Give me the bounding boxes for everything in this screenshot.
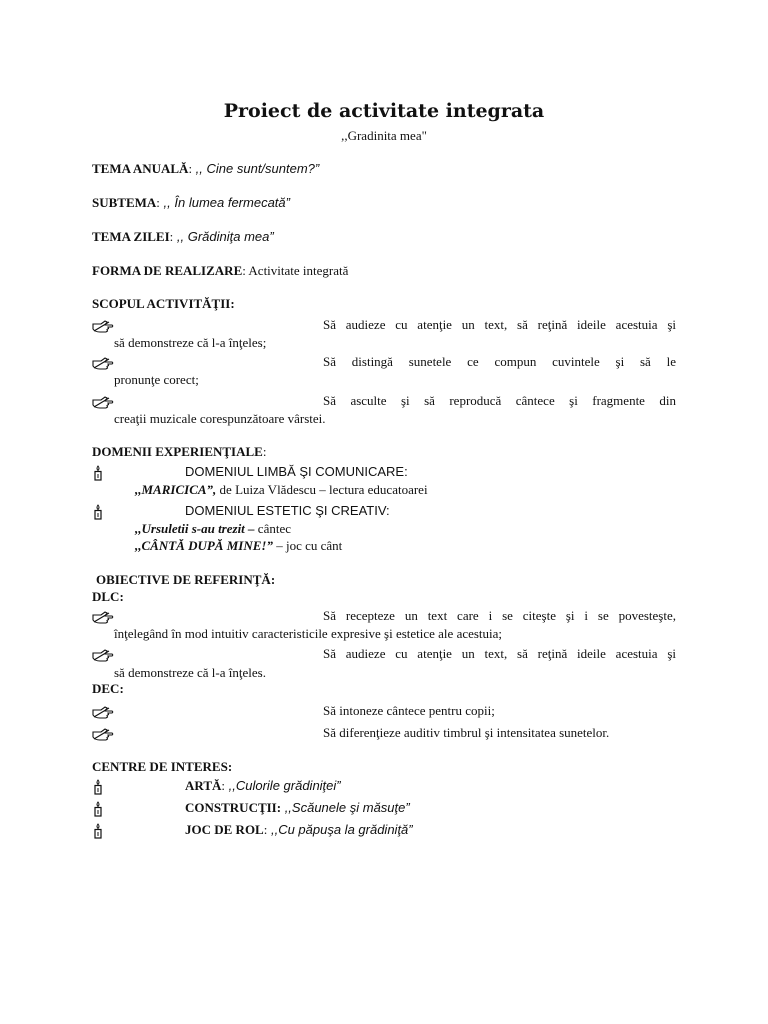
dlc-item-1-line1: Să recepteze un text care i se citeşte şi i se povesteşte, (323, 608, 676, 623)
scop-item-2-line2: pronunţe corect; (114, 372, 199, 387)
activity-title: ,,MARICICA”, (135, 482, 217, 497)
tema-zilei-value: ,, Grădiniţa mea” (173, 229, 274, 244)
centru-sep: : (221, 778, 226, 793)
activity-title: ,,CÂNTĂ DUPĂ MINE!” (135, 538, 273, 553)
scop-item-2-line1: Să distingă sunetele ce compun cuvintele şi să le (323, 354, 676, 369)
pointing-hand-icon (92, 395, 114, 409)
tema-anuala-label: TEMA ANUALĂ (92, 161, 189, 176)
page-title: Proiect de activitate integrata (223, 100, 545, 122)
domeniu-dec-name: DOMENIUL ESTETIC ŞI CREATIV: (185, 503, 390, 518)
centru-value: ,,Culorile grădiniţei” (225, 778, 341, 793)
candle-icon (93, 779, 103, 795)
tema-zilei-row (92, 229, 274, 245)
tema-zilei-label: TEMA ZILEI (92, 229, 170, 244)
dlc-label: DLC: (92, 589, 124, 604)
pointing-hand-icon (92, 356, 114, 370)
dec-item-1: Să intoneze cântece pentru copii; (323, 703, 495, 718)
activity-title: ,,Ursuletii s-au trezit – (135, 521, 255, 536)
candle-icon (93, 465, 103, 481)
subtema-label: SUBTEMA (92, 195, 157, 210)
centru-label: CONSTRUCŢII: (185, 800, 282, 815)
domenii-heading-row (92, 444, 266, 460)
tema-anuala-sep: : (188, 161, 193, 176)
subtema-row (92, 195, 290, 211)
dec-item-2: Să diferenţieze auditiv timbrul şi intensitatea sunetelor. (323, 725, 610, 740)
pointing-hand-icon (92, 319, 114, 333)
page-subtitle: ,,Gradinita mea" (341, 128, 427, 143)
activity-desc: – joc cu cânt (272, 538, 343, 553)
centru-joc-de-rol (185, 822, 413, 838)
pointing-hand-icon (92, 610, 114, 624)
forma-row (92, 263, 348, 279)
dlc-item-2-line1: Să audieze cu atenţie un text, să reţină ideile acestuia şi (323, 646, 676, 661)
activity-desc: de Luiza Vlădescu – lectura educatoarei (216, 482, 428, 497)
activity-desc: cântec (254, 521, 291, 536)
scop-item-3-line2: creaţii muzicale corespunzătoare vârstei. (114, 411, 326, 426)
domeniu-dlc-activity (135, 482, 428, 498)
centru-constructii (185, 800, 410, 816)
forma-sep: : (242, 263, 246, 278)
candle-icon (93, 801, 103, 817)
centru-sep: : (263, 822, 268, 837)
centru-arta (185, 778, 341, 794)
domeniu-dec-activity-1 (135, 521, 291, 537)
scop-item-3-line1: Să asculte şi să reproducă cântece şi fragmente din (323, 393, 676, 408)
centru-label: ARTĂ (185, 778, 222, 793)
domenii-heading: DOMENII EXPERIENŢIALE (92, 444, 263, 459)
domeniu-dlc-name: DOMENIUL LIMBĂ ŞI COMUNICARE: (185, 464, 408, 479)
subtema-value: ,, În lumea fermecată” (159, 195, 290, 210)
forma-label: FORMA DE REALIZARE (92, 263, 243, 278)
candle-icon (93, 504, 103, 520)
forma-value: Activitate integrată (245, 263, 349, 278)
dlc-item-1-line2: înţelegând în mod intuitiv caracteristicile expresive şi estetice ale acestuia; (114, 626, 503, 641)
scop-heading: SCOPUL ACTIVITĂŢII: (92, 296, 235, 311)
scop-item-1-line2: să demonstreze că l-a înţeles; (114, 335, 267, 350)
tema-zilei-sep: : (169, 229, 174, 244)
candle-icon (93, 823, 103, 839)
subtema-sep: : (156, 195, 160, 210)
pointing-hand-icon (92, 648, 114, 662)
centru-label: JOC DE ROL (185, 822, 264, 837)
obiective-heading: OBIECTIVE DE REFERINŢĂ: (96, 572, 276, 587)
domeniu-dec-activity-2 (135, 538, 342, 554)
centru-value: ,,Cu păpuşa la grădiniţă” (267, 822, 413, 837)
dlc-item-2-line2: să demonstreze că l-a înţeles. (114, 665, 266, 680)
pointing-hand-icon (92, 727, 114, 741)
centre-heading: CENTRE DE INTERES: (92, 759, 233, 774)
centru-value: ,,Scăunele şi măsuţe” (281, 800, 410, 815)
pointing-hand-icon (92, 705, 114, 719)
scop-item-1-line1: Să audieze cu atenţie un text, să reţină ideile acestuia şi (323, 317, 676, 332)
domenii-sep: : (262, 444, 267, 459)
tema-anuala-row (92, 161, 319, 177)
tema-anuala-value: ,, Cine sunt/suntem?” (192, 161, 320, 176)
dec-label: DEC: (92, 681, 124, 696)
